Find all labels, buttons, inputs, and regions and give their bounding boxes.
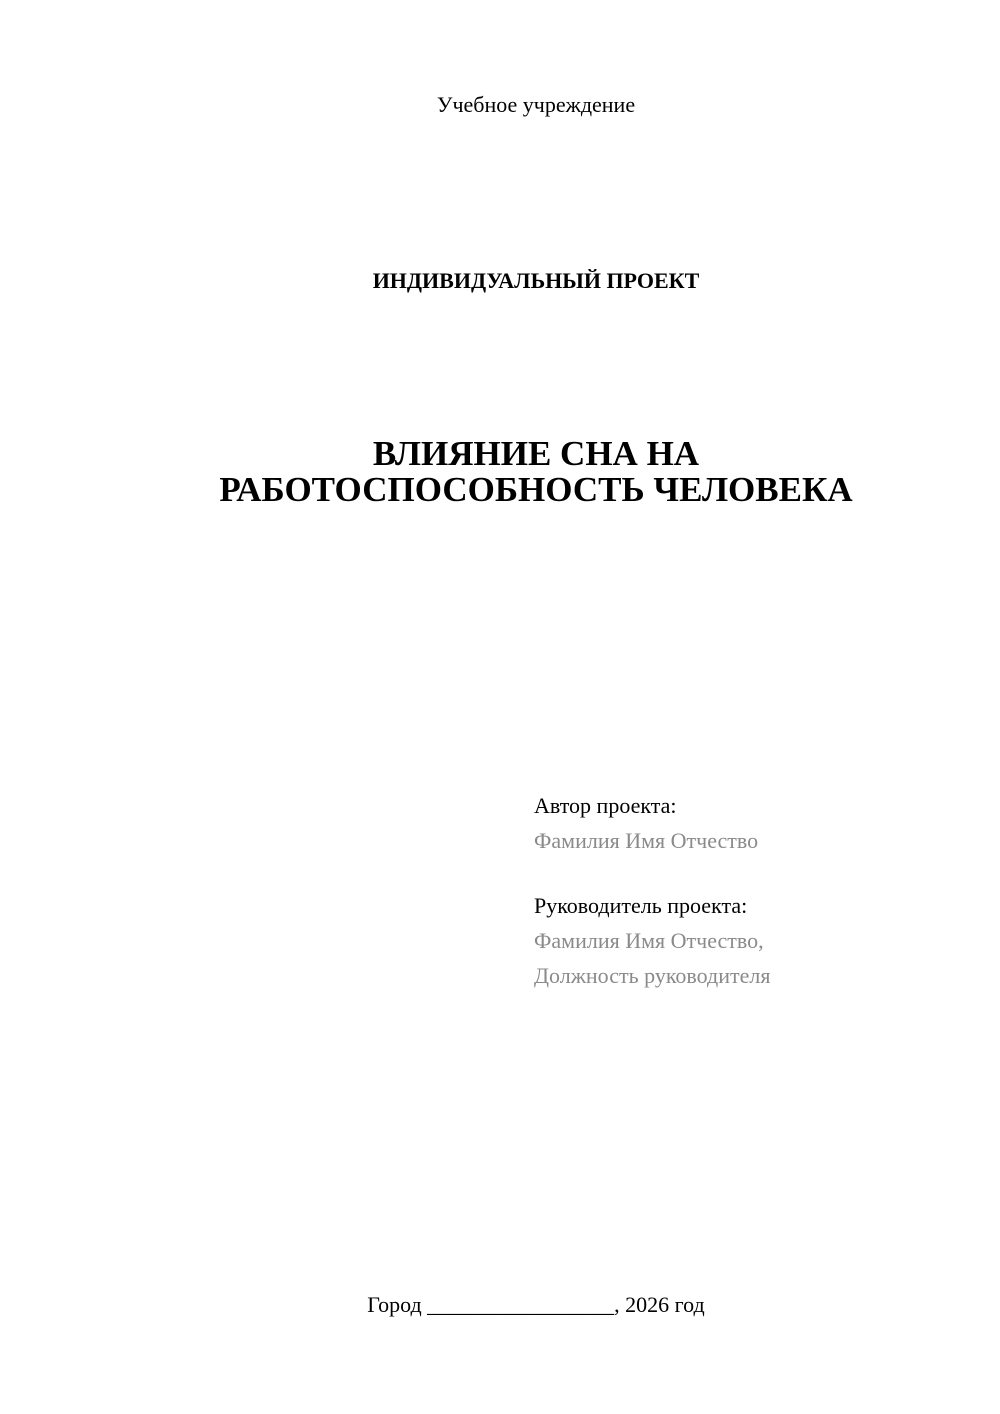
institution-name: Учебное учреждение [436, 92, 636, 117]
project-title-line-2: РАБОТОСПОСОБНОСТЬ ЧЕЛОВЕКА [219, 470, 853, 509]
project-title-line-1: ВЛИЯНИЕ СНА НА [372, 434, 700, 473]
supervisor-name: Фамилия Имя Отчество, [534, 928, 764, 953]
author-name: Фамилия Имя Отчество [534, 828, 759, 853]
supervisor-position: Должность руководителя [534, 963, 771, 988]
project-title [0, 436, 1000, 508]
supervisor-label: Руководитель проекта: [534, 893, 748, 918]
document-type: ИНДИВИДУАЛЬНЫЙ ПРОЕКТ [372, 268, 700, 293]
credits-spacer [534, 858, 974, 888]
city-year-line: Город _________________, 2026 год [367, 1292, 705, 1317]
author-label: Автор проекта: [534, 793, 677, 818]
credits-block [534, 788, 974, 993]
